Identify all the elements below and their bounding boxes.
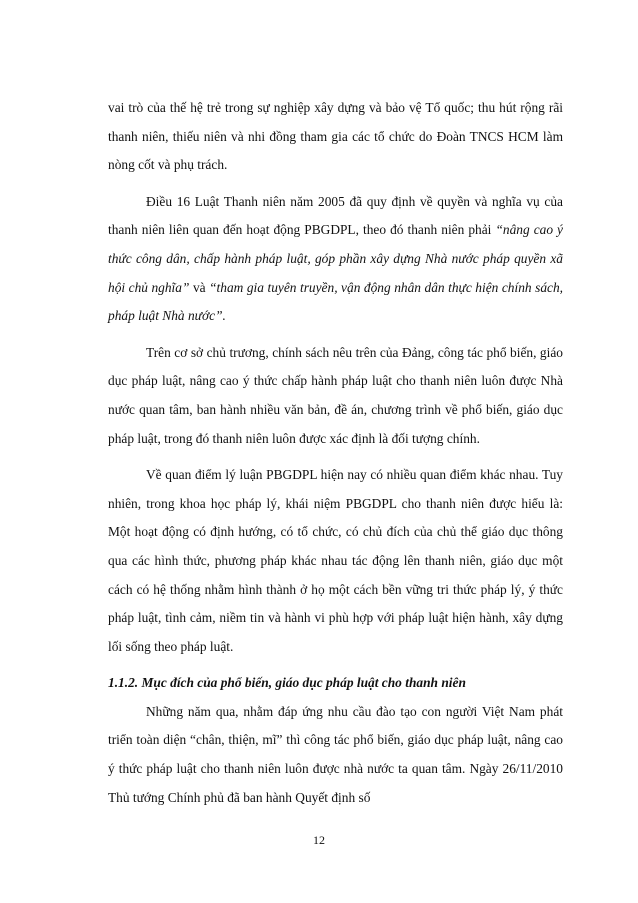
paragraph-5: Những năm qua, nhằm đáp ứng nhu cầu đào tạo con người Việt Nam phát triển toàn diện “chân, thiện, mĩ” thì công tác phổ biến, giáo dục pháp luật, nâng cao ý thức pháp luật cho thanh niên luôn được nhà nước ta quan tâm. Ngày 26/11/2010 Thủ tướng Chính phủ đã ban hành Quyết định số	[108, 703, 563, 805]
paragraph-4: Về quan điểm lý luận PBGDPL hiện nay có nhiều quan điểm khác nhau. Tuy nhiên, trong khoa học pháp lý, khái niệm PBGDPL cho thanh niên được hiểu là: Một hoạt động có định hướng, có tổ chức, có chủ đích của chủ thể giáo dục thông qua các hình thức, phương pháp khác nhau tác động lên thanh niên, giáo dục một cách có hệ thống nhằm hình thành ở họ một cách bền vững tri thức pháp lý, ý thức pháp luật, tình cảm, niềm tin và hành vi phù hợp với pháp luật hiện hành, xây dựng lối sống theo pháp luật.	[108, 467, 563, 654]
paragraph-2-text-a: Điều 16 Luật Thanh niên năm 2005 đã quy định về quyền và nghĩa vụ của thanh niên liên quan đến hoạt động PBGDPL, theo đó thanh niên phải	[108, 193, 563, 238]
paragraph-1: vai trò của thế hệ trẻ trong sự nghiệp xây dựng và bảo vệ Tổ quốc; thu hút rộng rãi thanh niên, thiếu niên và nhi đồng tham gia các tổ chức do Đoàn TNCS HCM làm nòng cốt và phụ trách.	[108, 100, 563, 173]
paragraph-2-quote-b: “tham gia tuyên truyền, vận động nhân dân thực hiện chính sách, pháp luật Nhà nước”.	[108, 279, 564, 324]
paragraph-2	[108, 188, 563, 331]
paragraph-2-text-b: và	[189, 279, 210, 295]
paragraph-2-quote-a: “nâng cao ý thức công dân, chấp hành pháp luật, góp phần xây dựng Nhà nước pháp quyền xã hội chủ nghĩa”	[108, 222, 563, 295]
page-number: 12	[313, 833, 325, 847]
document-body	[108, 94, 563, 812]
section-heading: 1.1.2. Mục đích của phổ biến, giáo dục pháp luật cho thanh niên	[108, 675, 466, 691]
paragraph-3: Trên cơ sở chủ trương, chính sách nêu trên của Đảng, công tác phổ biến, giáo dục pháp luật, nâng cao ý thức chấp hành pháp luật cho thanh niên luôn được Nhà nước quan tâm, ban hành nhiều văn bản, đề án, chương trình về phổ biến, giáo dục pháp luật, trong đó thanh niên luôn được xác định là đối tượng chính.	[108, 344, 563, 446]
